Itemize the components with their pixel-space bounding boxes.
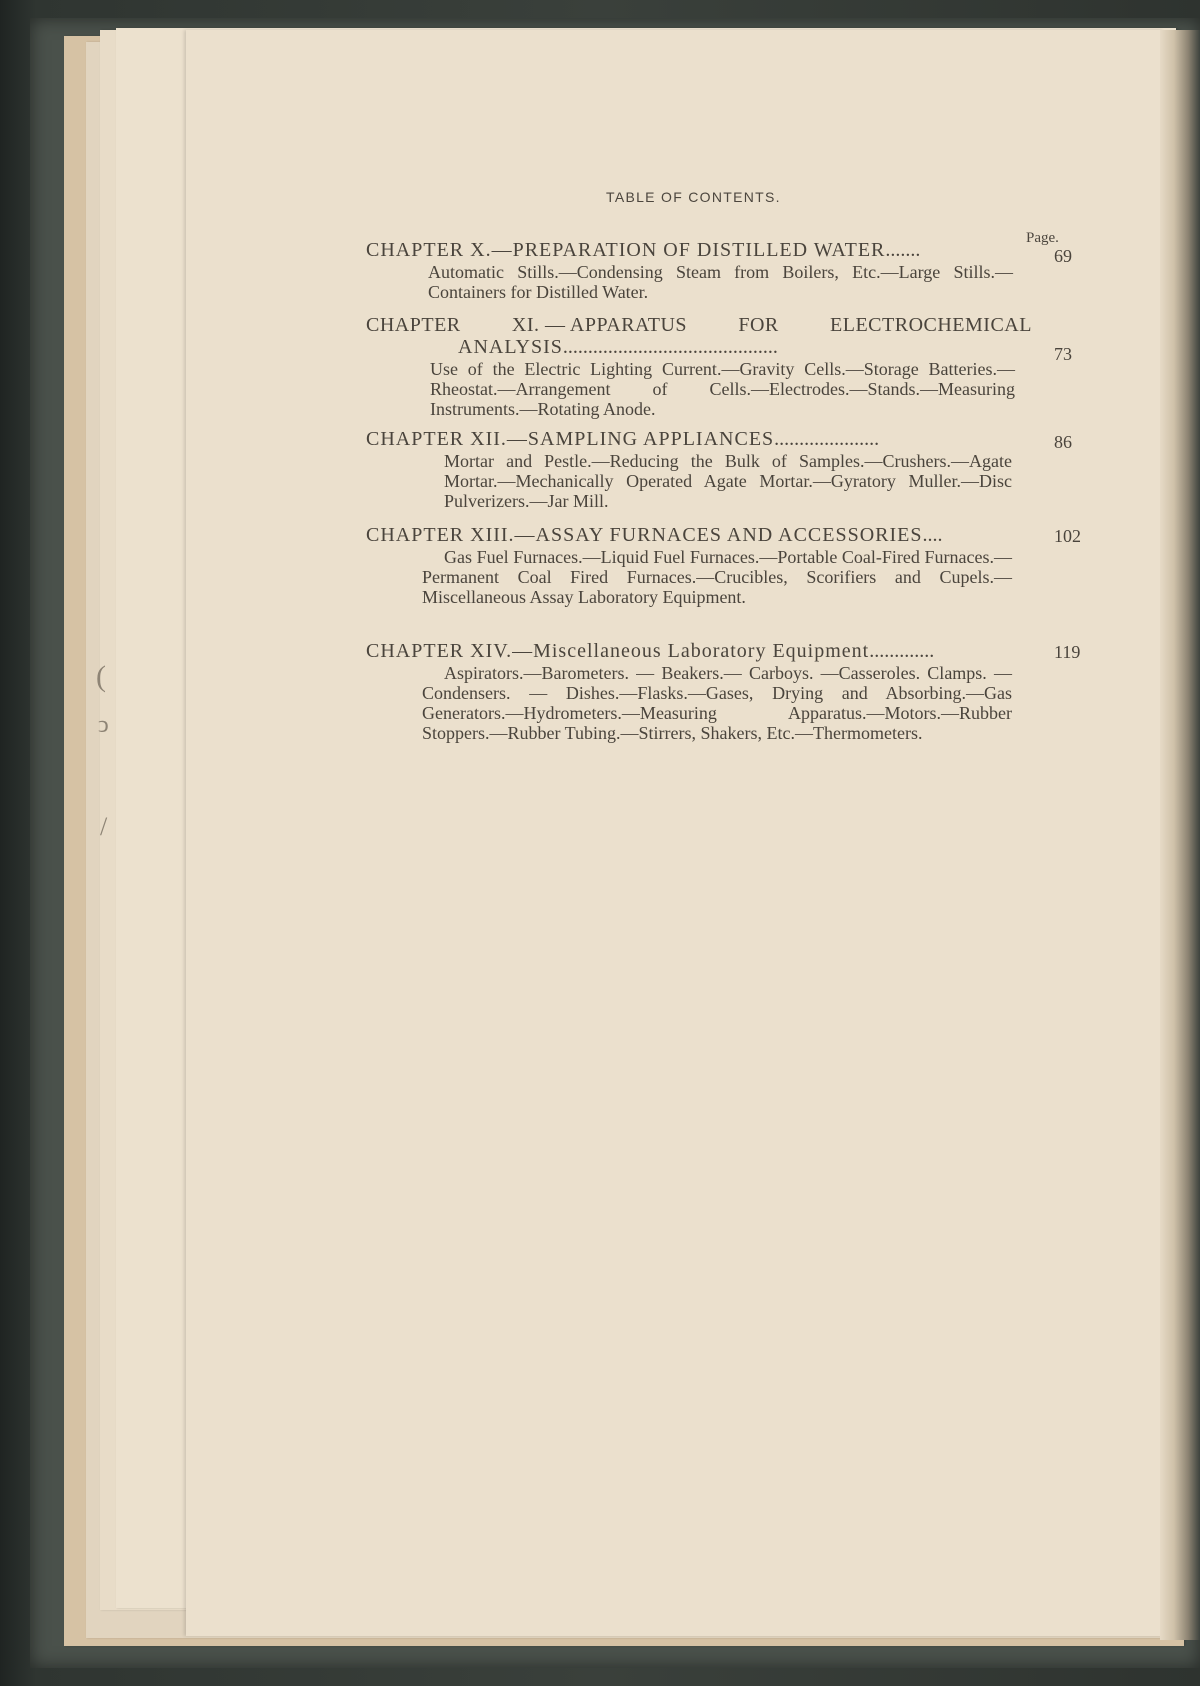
pencil-mark: ↄ [98,712,109,738]
chapter-title: CHAPTER XII.—SAMPLING APPLIANCES [366,428,775,450]
toc-entry [366,314,1072,419]
chapter-title-line [366,428,1036,450]
chapter-description: Automatic Stills.—Condensing Steam from Boilers, Etc.—Large Stills.—Containers for Distilled Water. [428,262,1013,302]
toc-entry [366,239,1072,302]
pencil-mark: / [100,812,108,841]
page-number: 69 [1054,246,1072,266]
page-number: 102 [1054,526,1081,546]
chapter-title: CHAPTER XIV.—Miscellaneous Laboratory Equipment [366,640,870,662]
page-number: 119 [1054,642,1081,662]
chapter-title-line [366,314,1032,336]
chapter-title-line [366,524,1036,546]
leader-dots: .... [922,524,943,546]
pencil-mark: ( [96,660,106,693]
chapter-title: CHAPTER X.—PREPARATION OF DISTILLED WATER [366,239,886,261]
chapter-title-word: FOR [738,314,779,336]
page-gutter [1160,30,1200,1640]
leader-dots: ............. [869,640,935,662]
leader-dots: ....... [885,239,921,261]
chapter-description: Use of the Electric Lighting Current.—Gravity Cells.—Storage Batteries.—Rheostat.—Arrangement of Cells.—Electrodes.—Stands.—Measuring Instruments.—Rotating Anode. [430,359,1015,419]
chapter-title-word: XI. — APPARATUS [511,314,688,336]
chapter-title-word: ELECTROCHEMICAL [830,314,1032,336]
chapter-title-line [366,336,1036,358]
chapter-title-line [366,640,1036,662]
chapter-description: Gas Fuel Furnaces.—Liquid Fuel Furnaces.—Portable Coal-Fired Furnaces.—Permanent Coal Fired Furnaces.—Crucibles, Scorifiers and Cupels.—Miscellaneous Assay Laboratory Equipment. [422,547,1012,607]
chapter-title: ANALYSIS [458,336,563,358]
chapter-description: Mortar and Pestle.—Reducing the Bulk of Samples.—Crushers.—Agate Mortar.—Mechanically Operated Agate Mortar.—Gyratory Muller.—Disc Pulverizers.—Jar Mill. [444,451,1012,511]
leader-dots: ........................................... [562,336,778,358]
page-number: 86 [1054,432,1072,452]
page-number: 73 [1054,344,1072,364]
chapter-title: CHAPTER XIII.—ASSAY FURNACES AND ACCESSORIES [366,524,923,546]
chapter-title-line [366,239,1036,261]
leader-dots: ..................... [774,428,880,450]
toc-entry [366,640,1081,743]
chapter-title-word: CHAPTER [366,314,461,336]
toc-entry [366,428,1072,511]
chapter-description: Aspirators.—Barometers. — Beakers.— Carboys. —Casseroles. Clamps. — Condensers. — Dishes.—Flasks.—Gases, Drying and Absorbing.—Gas Generators.—Hydrometers.—Measuring Apparatus.—Motors.—Rubber Stoppers.—Rubber Tubing.—Stirrers, Shakers, Etc.—Thermometers. [422,663,1012,743]
page-column-label: Page. [1026,230,1059,246]
page-heading: TABLE OF CONTENTS. [606,189,781,205]
toc-entry [366,524,1081,607]
